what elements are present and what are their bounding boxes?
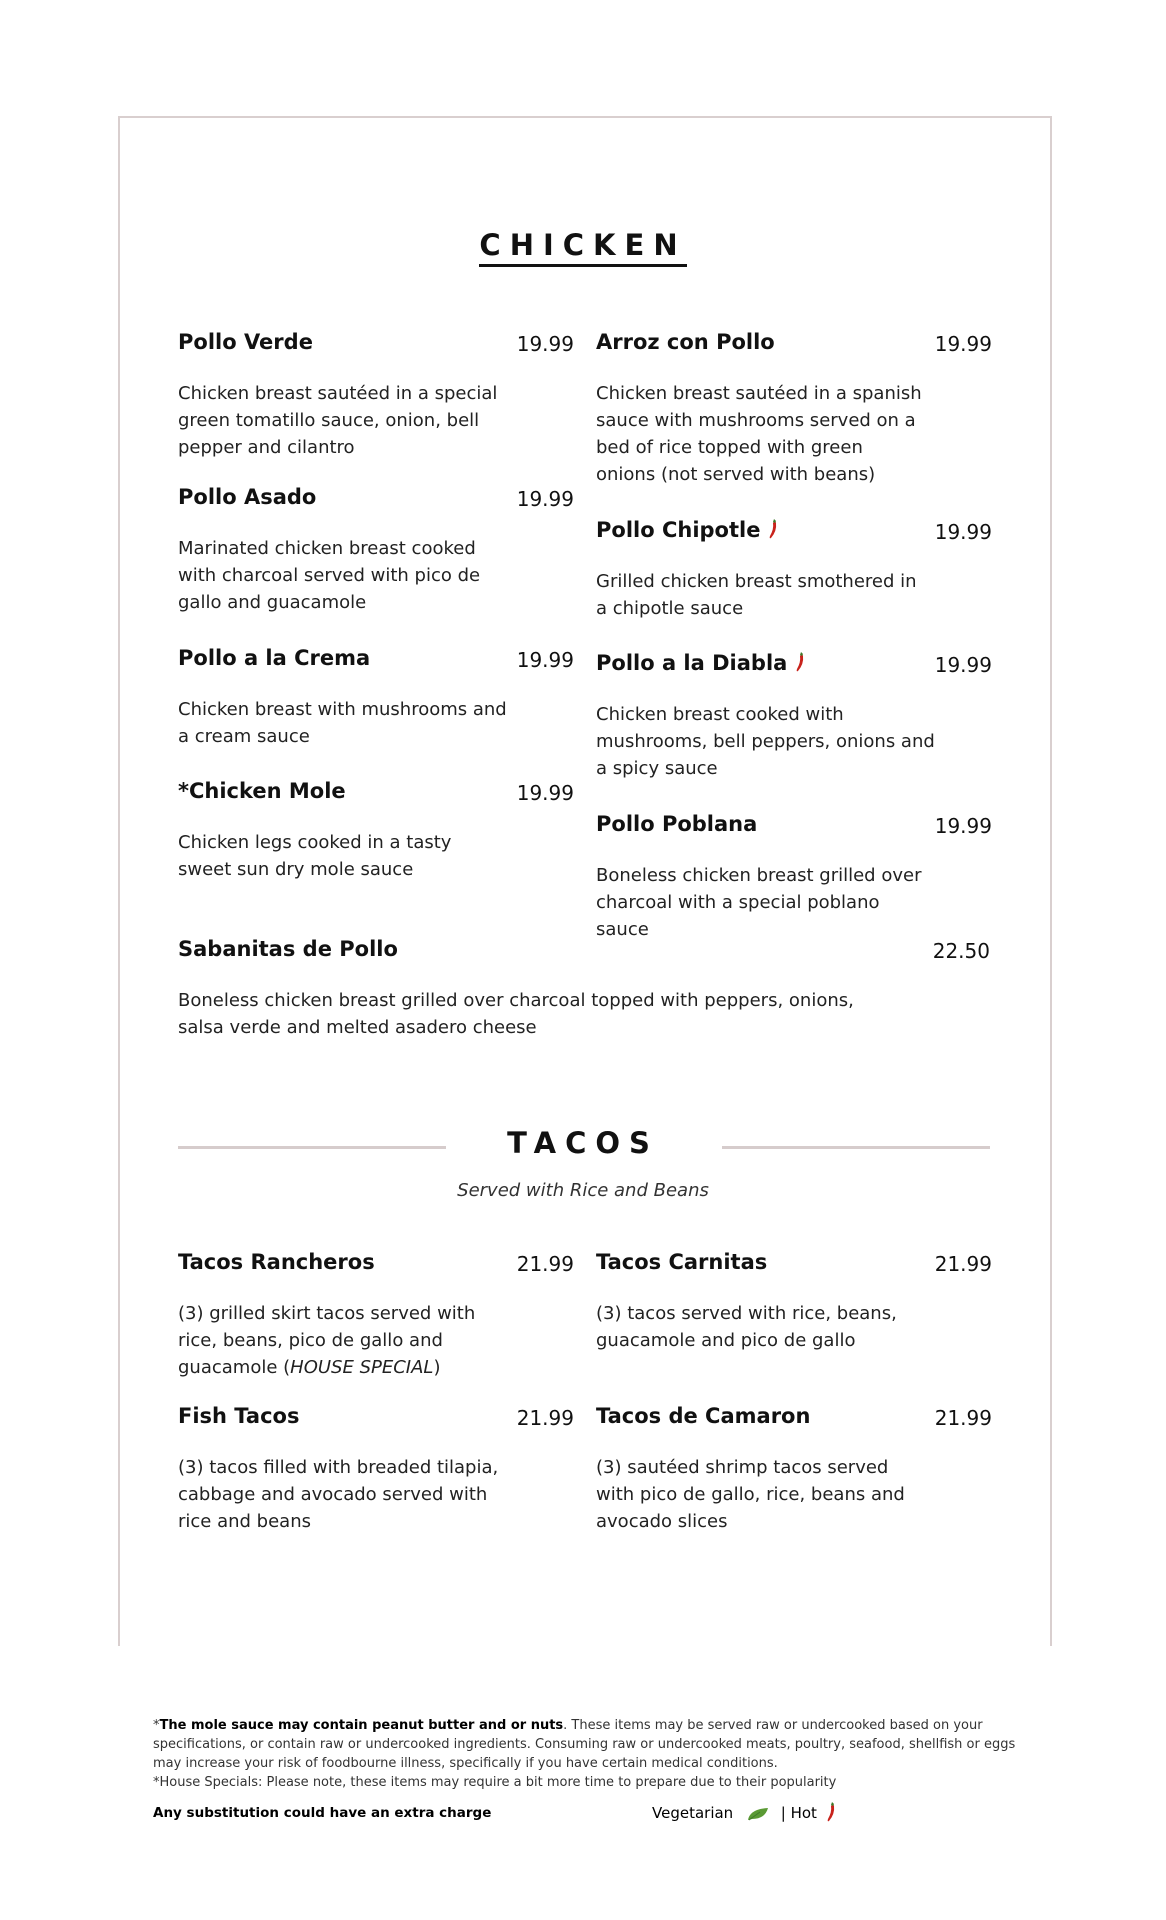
substitution-note: Any substitution could have an extra charge [153, 1805, 492, 1821]
item-price: 19.99 [516, 487, 574, 511]
item-description: Chicken breast sautéed in a spanish sauce with mushrooms served on a bed of rice topped with green onions (not served with beans) [596, 383, 922, 485]
item-description: Chicken breast with mushrooms and a cream sauce [178, 699, 507, 747]
item-description: (3) tacos filled with breaded tilapia, cabbage and avocado served with rice and beans [178, 1457, 499, 1532]
item-description: (3) tacos served with rice, beans, guacamole and pico de gallo [596, 1303, 897, 1351]
item-name: Pollo Verde [178, 330, 313, 354]
item-name: Pollo Poblana [596, 812, 758, 836]
item-price: 19.99 [934, 332, 992, 356]
menu-item-pollo-chipotle [596, 518, 992, 628]
raw-food-warning: . These items may be served raw or undercooked based on your specifications, or contain raw or undercooked ingredients. Consuming raw or undercooked meats, poultry, seafood, shellfish or eggs may increase your risk of foodbourne illness, specifically if you have certain medical conditions. [153, 1718, 1016, 1771]
item-description: Boneless chicken breast grilled over charcoal topped with peppers, onions, salsa verde and melted asadero cheese [178, 990, 854, 1038]
item-description: Marinated chicken breast cooked with charcoal served with pico de gallo and guacamole [178, 538, 481, 613]
hot-pepper-icon [826, 1802, 836, 1822]
mole-warning: The mole sauce may contain peanut butter and or nuts [159, 1718, 564, 1733]
item-name: Pollo a la Diabla [596, 651, 805, 675]
menu-item-tacos-carnitas [596, 1250, 992, 1380]
item-name: Pollo a la Crema [178, 646, 371, 670]
section-title-chicken: CHICKEN [0, 228, 1166, 262]
item-name: Tacos de Camaron [596, 1404, 811, 1428]
legend-hot-label: | Hot [780, 1804, 817, 1822]
item-description: Grilled chicken breast smothered in a chipotle sauce [596, 571, 917, 619]
item-price: 19.99 [934, 814, 992, 838]
item-name: Tacos Carnitas [596, 1250, 768, 1274]
item-description: Chicken breast cooked with mushrooms, bell peppers, onions and a spicy sauce [596, 704, 935, 779]
item-price: 22.50 [932, 939, 990, 963]
item-price: 19.99 [516, 781, 574, 805]
menu-item-tacos-rancheros [178, 1250, 574, 1380]
item-price: 19.99 [934, 653, 992, 677]
item-price: 19.99 [516, 332, 574, 356]
allergy-disclaimer: *The mole sauce may contain peanut butter and or nuts. These items may be served raw or undercooked based on your specifications, or contain raw or undercooked ingredients. Consuming raw or undercooked meats, poultry, seafood, shellfish or eggs may increase your risk of foodbourne illness, specifically if you have certain medical conditions. [153, 1718, 1016, 1771]
house-special-note: HOUSE SPECIAL [290, 1357, 434, 1378]
hot-pepper-icon [795, 652, 805, 672]
menu-item-pollo-a-la-diabla [596, 651, 992, 781]
item-name: Fish Tacos [178, 1404, 300, 1428]
item-price: 21.99 [934, 1406, 992, 1430]
menu-item-pollo-verde [178, 330, 574, 460]
item-name: Pollo Chipotle [596, 518, 778, 542]
item-name: Sabanitas de Pollo [178, 937, 398, 961]
legend [652, 1802, 836, 1822]
item-description: (3) sautéed shrimp tacos served with pico de gallo, rice, beans and avocado slices [596, 1457, 905, 1532]
item-name: Tacos Rancheros [178, 1250, 375, 1274]
item-description: (3) grilled skirt tacos served with rice, beans, pico de gallo and guacamole (HOUSE SPECIAL) [178, 1303, 476, 1378]
tacos-subtitle: Served with Rice and Beans [457, 1180, 709, 1201]
divider-line-right [722, 1146, 990, 1149]
item-description: Chicken legs cooked in a tasty sweet sun dry mole sauce [178, 832, 452, 880]
menu-item-chicken-mole [178, 779, 574, 889]
leaf-icon [746, 1806, 770, 1822]
item-description: Boneless chicken breast grilled over charcoal with a special poblano sauce [596, 865, 922, 940]
item-name: Arroz con Pollo [596, 330, 775, 354]
item-name: Pollo Asado [178, 485, 317, 509]
menu-item-pollo-a-la-crema [178, 646, 574, 756]
item-price: 19.99 [516, 648, 574, 672]
item-price: 21.99 [516, 1406, 574, 1430]
item-price: 21.99 [934, 1252, 992, 1276]
section-title-tacos: TACOS [507, 1126, 659, 1160]
item-name: *Chicken Mole [178, 779, 346, 803]
menu-item-pollo-asado [178, 485, 574, 615]
item-description: Chicken breast sautéed in a special green tomatillo sauce, onion, bell pepper and cilantro [178, 383, 498, 458]
item-description-text: (3) grilled skirt tacos served with rice, beans, pico de gallo and guacamole [178, 1303, 476, 1378]
menu-item-fish-tacos [178, 1404, 574, 1534]
house-special-disclaimer: *House Specials: Please note, these items may require a bit more time to prepare due to their popularity [153, 1775, 837, 1790]
menu-item-pollo-poblana [596, 812, 992, 940]
menu-item-arroz-con-pollo [596, 330, 992, 490]
item-price: 21.99 [516, 1252, 574, 1276]
item-price: 19.99 [934, 520, 992, 544]
hot-pepper-icon [768, 519, 778, 539]
menu-item-tacos-de-camaron [596, 1404, 992, 1534]
menu-item-sabanitas-de-pollo [178, 937, 990, 1047]
legend-vegetarian-label: Vegetarian [652, 1804, 734, 1822]
